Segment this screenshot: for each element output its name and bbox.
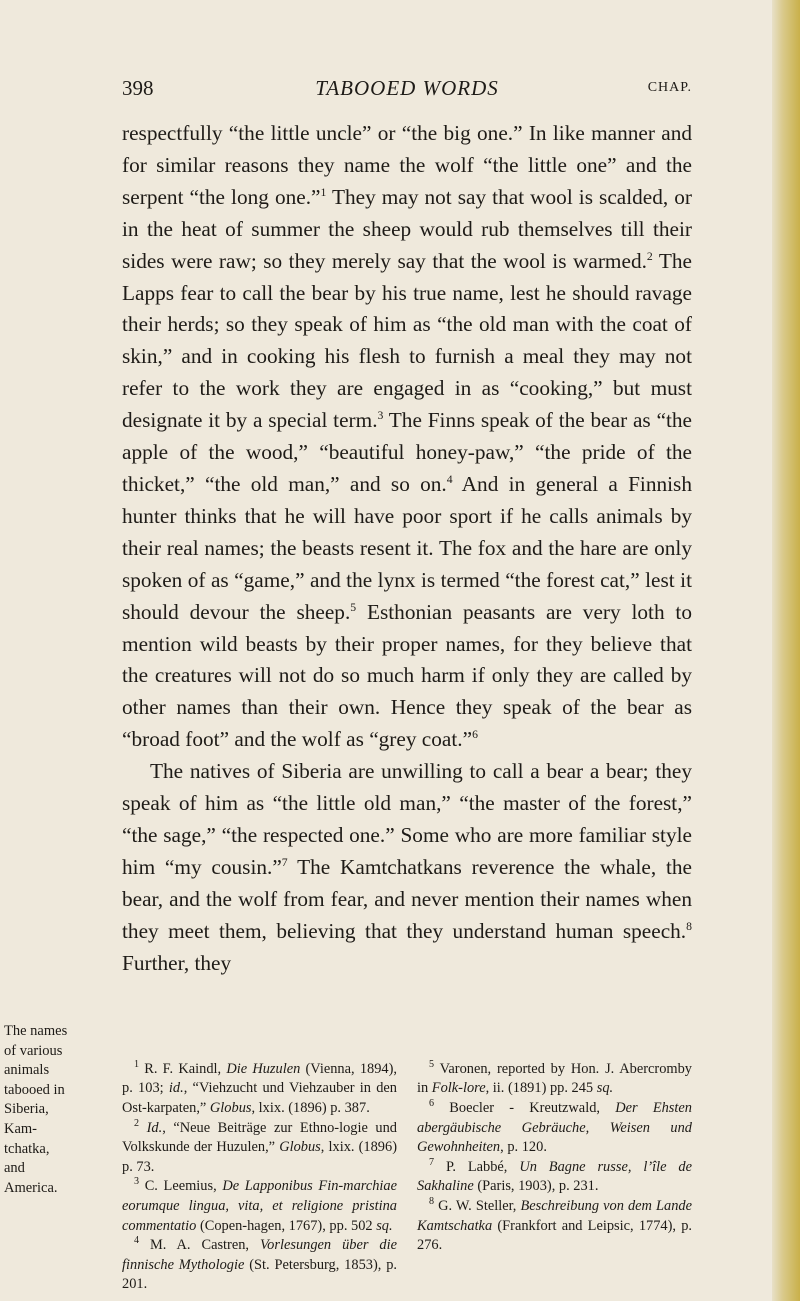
citation-title: De Lapponibus Fin-marchiae eorumque lingua, vita, et religione pristina commentatio <box>122 1178 398 1234</box>
text-run: , p. 120. <box>500 1139 547 1156</box>
footnote-ref[interactable]: 7 <box>281 855 288 869</box>
footnote-ref[interactable]: 5 <box>350 600 357 614</box>
footnote-4 <box>122 1236 397 1295</box>
citation-title: sq. <box>596 1080 614 1097</box>
paragraph-1 <box>122 118 692 756</box>
footnote-ref[interactable]: 1 <box>320 185 327 199</box>
footnote-column-left <box>122 1060 397 1295</box>
margin-note-line: of various <box>4 1042 63 1059</box>
text-run: (Paris, 1903), p. 231. <box>473 1178 599 1195</box>
text-run: They may not say that wool is scalded, or in the heat of summer the sheep would rub themselves till their sides were raw; so they merely say that the wool is warmed. <box>122 184 692 273</box>
footnote-7 <box>417 1158 692 1197</box>
footnote-number: 3 <box>134 1176 140 1188</box>
margin-note-line: Kam- <box>4 1120 38 1137</box>
footnote-ref[interactable]: 4 <box>446 472 453 486</box>
margin-note <box>4 1022 116 1198</box>
page-header <box>122 76 692 106</box>
footnote-ref[interactable]: 8 <box>686 919 692 933</box>
citation-title: sq. <box>376 1217 393 1234</box>
margin-note-line: animals <box>4 1062 50 1079</box>
text-run: , “Neue Beiträge zur Ethno-logie und Volkskunde der Huzulen,” <box>122 1119 397 1156</box>
footnote-5 <box>417 1060 692 1099</box>
text-run: Varonen, reported by Hon. J. Abercromby in <box>417 1060 692 1097</box>
citation-title: id. <box>168 1080 184 1097</box>
footnote-column-right <box>417 1060 692 1295</box>
footnote-number: 1 <box>134 1059 140 1071</box>
margin-note-line: Siberia, <box>4 1101 49 1118</box>
citation-title: Id. <box>146 1119 163 1136</box>
footnote-1 <box>122 1060 397 1119</box>
margin-note-line: and <box>4 1160 25 1177</box>
footnote-number: 2 <box>134 1117 140 1129</box>
citation-title: Un Bagne russe, l’île de Sakhaline <box>417 1158 692 1195</box>
text-run: The natives of Siberia are unwilling to call a bear a bear; they speak of him as “the little old man,” “the master of the forest,” “the sage,” “the respected one.” Some who are more familiar style him “my cousin.” <box>122 759 692 879</box>
footnote-ref[interactable]: 2 <box>646 249 653 263</box>
footnote-8 <box>417 1197 692 1256</box>
footnote-number: 4 <box>134 1235 140 1247</box>
footnote-number: 8 <box>429 1196 435 1208</box>
text-run: , ii. (1891) pp. 245 <box>485 1080 597 1097</box>
text-run: (Copen-hagen, 1767), pp. 502 <box>196 1217 377 1234</box>
footnote-3 <box>122 1177 397 1236</box>
footnote-ref[interactable]: 3 <box>377 409 384 423</box>
text-run: Further, they <box>122 950 232 975</box>
paragraph-2 <box>122 756 692 979</box>
footnote-number: 5 <box>429 1059 435 1071</box>
footnote-number: 7 <box>429 1157 435 1169</box>
page-number: 398 <box>122 76 154 100</box>
text-run: The Finns speak of the bear as “the apple of the wood,” “beautiful honey-paw,” “the pride of the thicket,” “the old man,” and so on. <box>122 408 692 496</box>
text-run: The Lapps fear to call the bear by his true name, lest he should ravage their herds; so they speak of him as “the old man with the coat of skin,” and in cooking his flesh to furnish a meal they may not refer to the work they are engaged in as “cooking,” but must designate it by a special term. <box>122 248 692 433</box>
footnote-number: 6 <box>429 1098 435 1110</box>
text-run: (St. Petersburg, 1853), p. 201. <box>122 1256 398 1293</box>
text-run: M. A. Castren, <box>139 1237 260 1254</box>
margin-note-line: tabooed in <box>4 1081 65 1098</box>
text-run: (Vienna, 1894), p. 103; <box>122 1060 397 1097</box>
text-run: R. F. Kaindl, <box>139 1060 227 1077</box>
margin-note-line: The names <box>4 1023 68 1039</box>
footnote-ref[interactable]: 6 <box>472 728 478 742</box>
text-run: Boecler - Kreutzwald, <box>434 1100 616 1117</box>
footnote-2 <box>122 1119 397 1178</box>
text-run: , lxix. (1896) p. 73. <box>122 1139 397 1175</box>
page-edge <box>772 0 800 1301</box>
text-run: respectfully “the little uncle” or “the big one.” In like manner and for similar reasons they name the wolf “the little one” and the serpent “the long one.” <box>122 121 692 209</box>
text-run: And in general a Finnish hunter thinks that he will have poor sport if he calls animals by their real names; the beasts resent it. The fox and the hare are only spoken of as “game,” and the lynx is termed “the forest cat,” lest it should devour the sheep. <box>122 471 692 624</box>
text-run: , “Viehzucht und Viehzauber in den Ost-karpaten,” <box>122 1080 398 1117</box>
footnotes <box>122 1060 692 1295</box>
text-run: P. Labbé, <box>434 1158 520 1175</box>
text-run: (Frankfort and Leipsic, 1774), p. 276. <box>417 1217 692 1254</box>
footnote-6 <box>417 1099 692 1158</box>
citation-title: Folk-lore <box>431 1080 486 1097</box>
text-run: C. Leemius, <box>139 1178 223 1195</box>
text-run: , lxix. (1896) p. 387. <box>251 1100 370 1117</box>
running-title: TABOOED WORDS <box>315 76 499 100</box>
text-run: Esthonian peasants are very loth to mention wild beasts by their proper names, for they believe that the creatures will not do so much harm if only they are called by other names than their own. Hence they speak of the bear as “broad foot” and the wolf as “grey coat.” <box>122 599 692 752</box>
chapter-label: CHAP. <box>647 80 692 95</box>
citation-title: Der Ehsten abergäubische Gebräuche, Weisen und Gewohnheiten <box>417 1100 692 1156</box>
margin-note-line: tchatka, <box>4 1140 50 1157</box>
citation-title: Vorlesungen über die finnische Mythologie <box>122 1237 397 1273</box>
citation-title: Globus <box>279 1139 321 1156</box>
citation-title: Die Huzulen <box>226 1060 301 1077</box>
citation-title: Globus <box>209 1100 252 1117</box>
citation-title: Beschreibung von dem Lande Kamtschatka <box>417 1198 692 1234</box>
text-run: The Kamtchatkans reverence the whale, the bear, and the wolf from fear, and never mention their names when they meet them, believing that they understand human speech. <box>122 854 692 943</box>
margin-note-line: America. <box>4 1179 58 1196</box>
main-text <box>122 118 692 979</box>
text-run: G. W. Steller, <box>434 1198 521 1215</box>
